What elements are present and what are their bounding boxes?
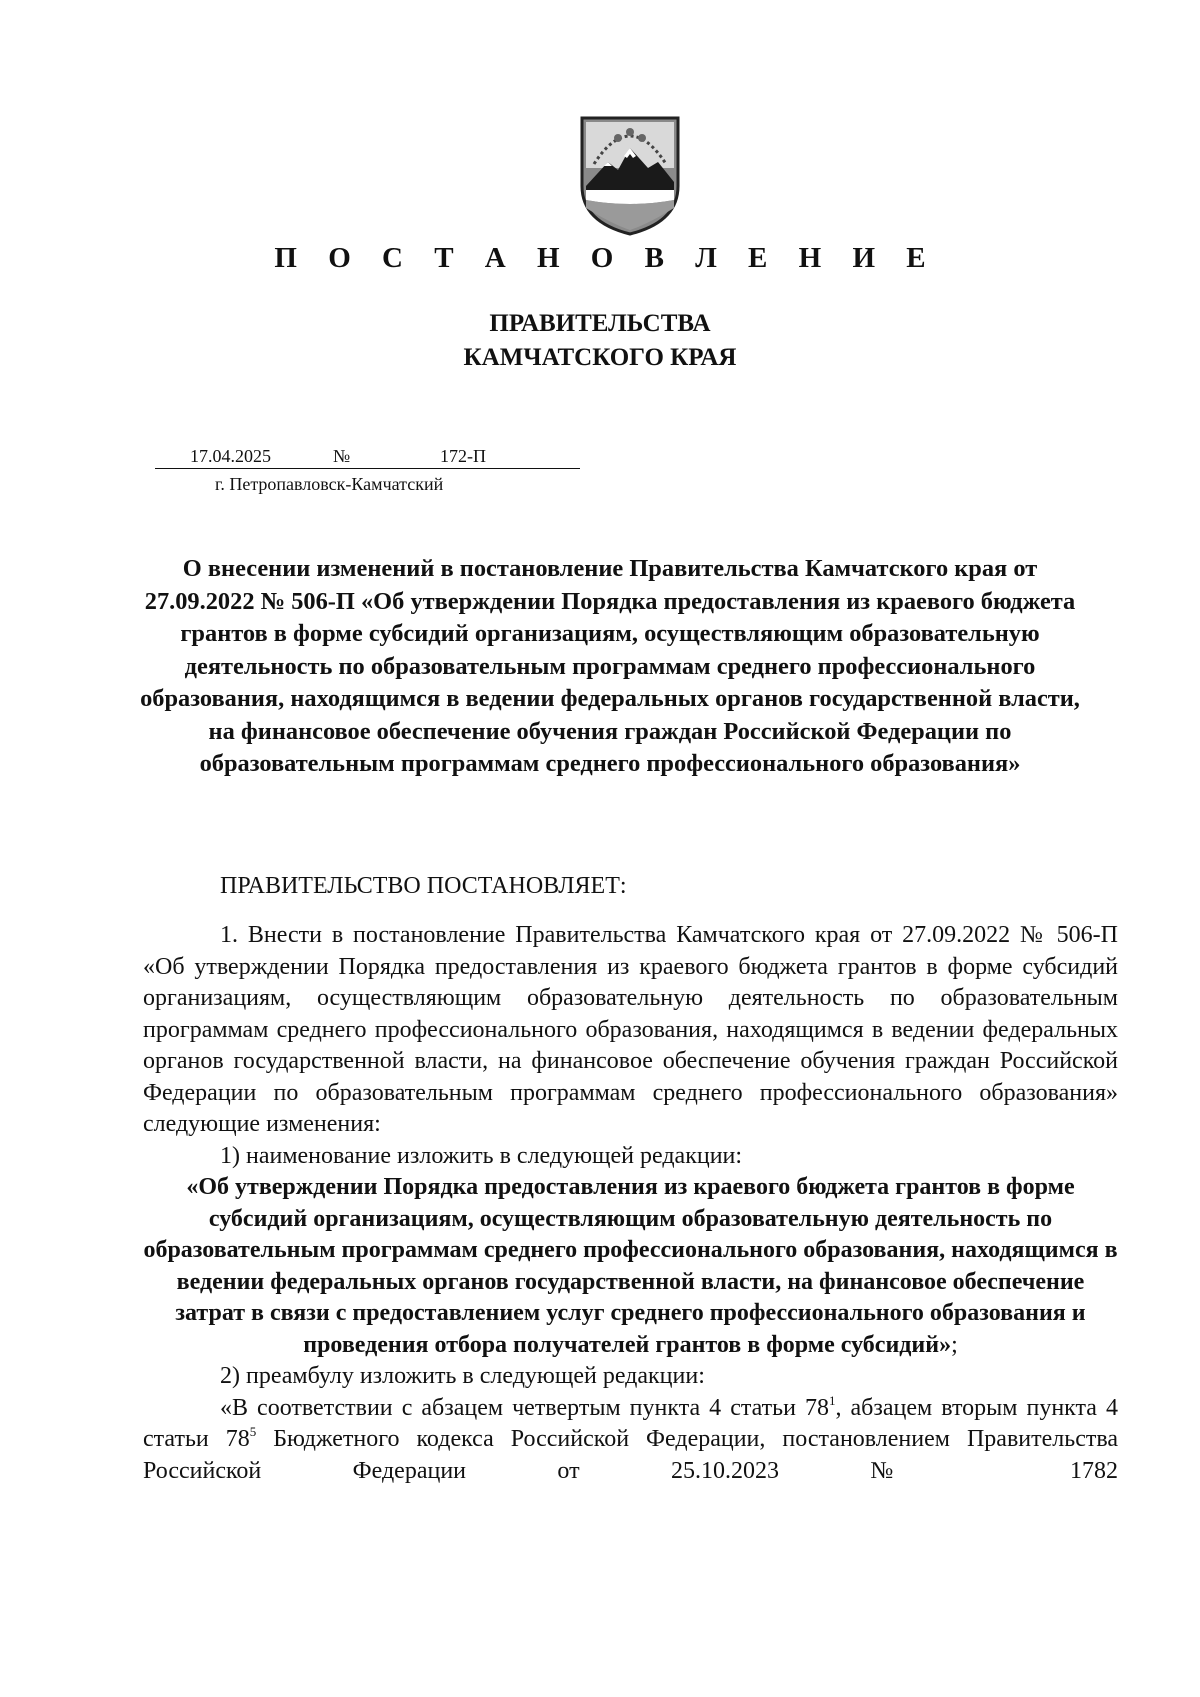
new-title-quote (143, 1172, 1118, 1361)
document-requisites (155, 446, 580, 494)
number-sign: № (333, 446, 351, 466)
authority-line-2: КАМЧАТСКОГО КРАЯ (463, 344, 737, 371)
document-city: г. Петропавловск-Камчатский (215, 474, 444, 494)
paragraph-4: 2) преамбулу изложить в следующей редакции: (220, 1363, 705, 1389)
paragraph-2: 1) наименование изложить в следующей редакции: (220, 1142, 743, 1169)
date-number-line (155, 446, 580, 469)
decree-statement: ПРАВИТЕЛЬСТВО ПОСТАНОВЛЯЕТ: (220, 873, 627, 899)
superscript-1: 1 (828, 1392, 836, 1408)
document-title: О внесении изменений в постановление Правительства Камчатского края от 27.09.2022 № 506-П «Об утверждении Порядка предоставления из краевого бюджета грантов в форме субсидий организациям, осуществляющим образовательную деятельность по образовательным программам среднего профессионального образования, находящимся в ведении федеральных органов государственной власти, на финансовое обеспечение обучения граждан Российской Федерации по образовательным программам среднего профессионального образования» (140, 555, 1080, 777)
paragraph-5-part-b: , абзацем вторым пункта 4 статьи 78 (143, 1394, 1118, 1452)
kamchatka-coat-of-arms-icon (578, 112, 682, 238)
new-title-text: «Об утверждении Порядка предоставления из краевого бюджета грантов в форме субсидий организациям, осуществляющим образовательную деятельность по образовательным программам среднего профессионального образования, находящимся в ведении федеральных органов государственной власти, на финансовое обеспечение затрат в связи с предоставлением услуг среднего профессионального образования и проведения отбора получателей грантов в форме субсидий» (143, 1174, 1118, 1358)
paragraph-1: 1. Внести в постановление Правительства Камчатского края от 27.09.2022 № 506-П «Об утверждении Порядка предоставления из краевого бюджета грантов в форме субсидий организациям, осуществляющим образовательную деятельность по образовательным программам среднего профессионального образования, находящимся в ведении федеральных органов государственной власти, на финансовое обеспечение обучения граждан Российской Федерации по образовательным программам среднего профессионального образования» следующие изменения: (143, 922, 1118, 1137)
paragraph-5-part-a: «В соответствии с абзацем четвертым пункта 4 статьи 78 (220, 1394, 829, 1421)
issuing-authority (0, 307, 1200, 375)
document-date: 17.04.2025 (190, 446, 271, 466)
paragraph-5 (143, 1393, 1118, 1488)
document-type-heading: П О С Т А Н О В Л Е Н И Е (274, 242, 938, 274)
new-title-tail: ; (951, 1331, 958, 1358)
authority-line-1: ПРАВИТЕЛЬСТВА (489, 310, 711, 337)
paragraph-5-part-c: Бюджетного кодекса Российской Федерации, постановлением Правительства Российской Федерации от 25.10.2023 № 1782 (143, 1426, 1119, 1484)
document-body (143, 920, 1118, 1487)
document-number: 172-П (440, 446, 486, 466)
superscript-5: 5 (249, 1424, 257, 1439)
